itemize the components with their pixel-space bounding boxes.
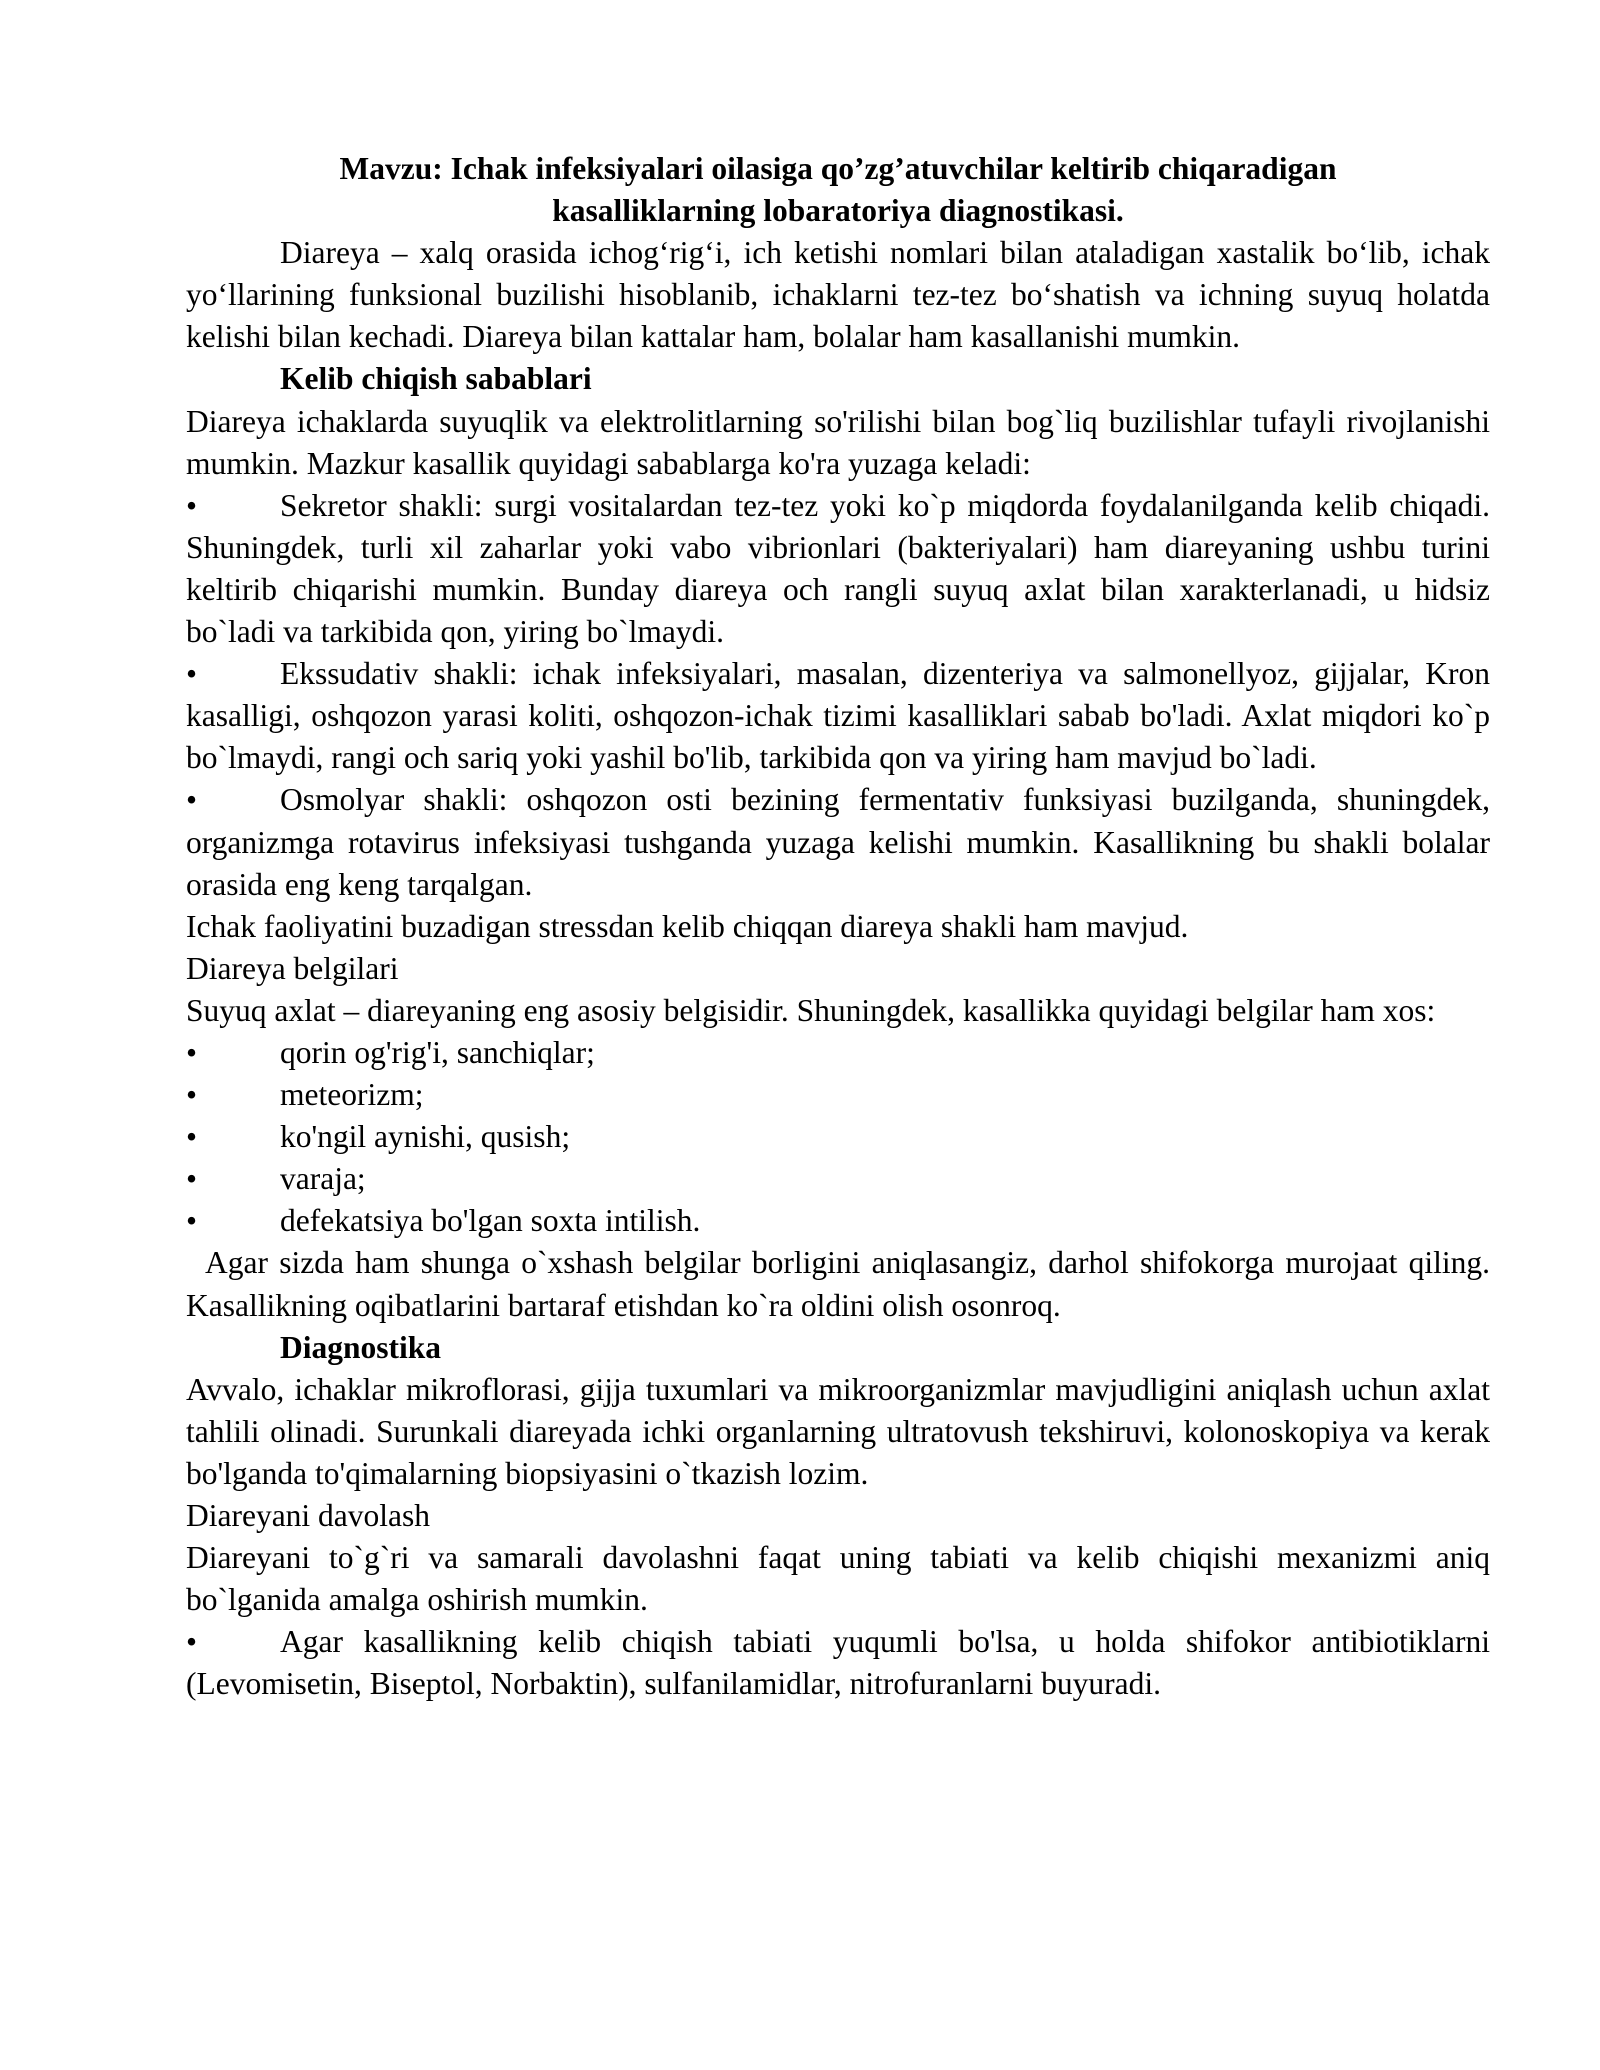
bullet-mark: • (186, 782, 198, 818)
diagnostics-paragraph: Avvalo, ichaklar mikroflorasi, gijja tuxumlari va mikroorganizmlar mavjudligini aniqlash uchun axlat tahlili olinadi. Surunkali diareyada ichki organlarning ultratovush tekshiruvi, kolonoskopiya va kerak bo'lganda to'qimalarning biopsiyasini o`tkazish lozim. (186, 1371, 1490, 1491)
bullet-text: Agar kasallikning kelib chiqish tabiati yuqumli bo'lsa, u holda shifokor antibiotiklarni (Levomisetin, Biseptol, Norbaktin), sulfanilamidlar, nitrofuranlarni buyuradi. (186, 1624, 1490, 1702)
title-line-2: kasalliklarning lobaratoriya diagnostikasi. (552, 193, 1124, 229)
bullet-text: varaja; (280, 1161, 366, 1197)
treatment-bullet (186, 1621, 1490, 1705)
bullet-text: ko'ngil aynishi, qusish; (280, 1119, 571, 1155)
document-body (186, 148, 1490, 1705)
causes-heading: Kelib chiqish sabablari (280, 361, 592, 397)
bullet-mark: • (186, 1624, 198, 1660)
page-title (186, 148, 1490, 232)
title-line-1: Mavzu: Ichak infeksiyalari oilasiga qo’zg’atuvchilar keltirib chiqaradigan (339, 151, 1337, 186)
causes-intro: Diareya ichaklarda suyuqlik va elektrolitlarning so'rilishi bilan bog`liq buzilishlar tufayli rivojlanishi mumkin. Mazkur kasallik quyidagi sabablarga ko'ra yuzaga keladi: (186, 403, 1490, 481)
cause-bullet-exudative (186, 653, 1490, 779)
treatment-heading: Diareyani davolash (186, 1498, 431, 1533)
symptom-bullet (186, 1158, 1490, 1200)
symptom-bullet (186, 1074, 1490, 1116)
bullet-text: Sekretor shakli: surgi vositalardan tez-tez yoki ko`p miqdorda foydalanilganda kelib chiqadi. Shuningdek, turli xil zaharlar yoki vabo vibrionlari (bakteriyalari) ham diareyaning ushbu turini keltirib chiqarishi mumkin. Bunday diareya och rangli suyuq axlat bilan xarakterlanadi, u hidsiz bo`ladi va tarkibida qon, yiring bo`lmaydi. (186, 487, 1490, 650)
cause-bullet-osmolar (186, 779, 1490, 905)
stress-line: Ichak faoliyatini buzadigan stressdan kelib chiqqan diareya shakli ham mavjud. (186, 908, 1189, 944)
bullet-mark: • (186, 656, 198, 692)
bullet-text: meteorizm; (280, 1077, 424, 1113)
symptom-bullet (186, 1032, 1490, 1074)
symptom-bullet (186, 1200, 1490, 1242)
diagnostics-heading: Diagnostika (280, 1329, 442, 1365)
bullet-mark: • (186, 1161, 198, 1197)
bullet-mark: • (186, 1034, 198, 1070)
intro-paragraph: Diareya – xalq orasida ichog‘rig‘i, ich ketishi nomlari bilan ataladigan xastalik bo‘lib, ichak yo‘llarining funksional buzilishi hisoblanib, ichaklarni tez-tez bo‘shatish va ichning suyuq holatda kelishi bilan kechadi. Diareya bilan kattalar ham, bolalar ham kasallanishi mumkin. (186, 235, 1490, 355)
treatment-paragraph: Diareyani to`g`ri va samarali davolashni faqat uning tabiati va kelib chiqishi mexanizmi aniq bo`lganida amalga oshirish mumkin. (186, 1540, 1490, 1618)
bullet-mark: • (186, 487, 198, 523)
bullet-text: qorin og'rig'i, sanchiqlar; (280, 1034, 595, 1070)
symptoms-heading: Diareya belgilari (186, 950, 399, 986)
bullet-mark: • (186, 1119, 198, 1155)
symptom-bullet (186, 1116, 1490, 1158)
advice-paragraph: Agar sizda ham shunga o`xshash belgilar borligini aniqlasangiz, darhol shifokorga murojaat qiling. Kasallikning oqibatlarini bartaraf etishdan ko`ra oldini olish osonroq. (186, 1245, 1490, 1323)
symptoms-intro: Suyuq axlat – diareyaning eng asosiy belgisidir. Shuningdek, kasallikka quyidagi belgilar ham xos: (186, 992, 1436, 1028)
bullet-mark: • (186, 1077, 198, 1113)
bullet-text: defekatsiya bo'lgan soxta intilish. (280, 1203, 701, 1239)
bullet-text: Osmolyar shakli: oshqozon osti bezining fermentativ funksiyasi buzilganda, shuningdek, organizmga rotavirus infeksiyasi tushganda yuzaga kelishi mumkin. Kasallikning bu shakli bolalar orasida eng keng tarqalgan. (186, 782, 1490, 902)
bullet-mark: • (186, 1203, 198, 1239)
cause-bullet-secretory (186, 485, 1490, 653)
bullet-text: Ekssudativ shakli: ichak infeksiyalari, masalan, dizenteriya va salmonellyoz, gijjalar, Kron kasalligi, oshqozon yarasi koliti, oshqozon-ichak tizimi kasalliklari sabab bo'ladi. Axlat miqdori ko`p bo`lmaydi, rangi och sariq yoki yashil bo'lib, tarkibida qon va yiring ham mavjud bo`ladi. (186, 656, 1490, 776)
